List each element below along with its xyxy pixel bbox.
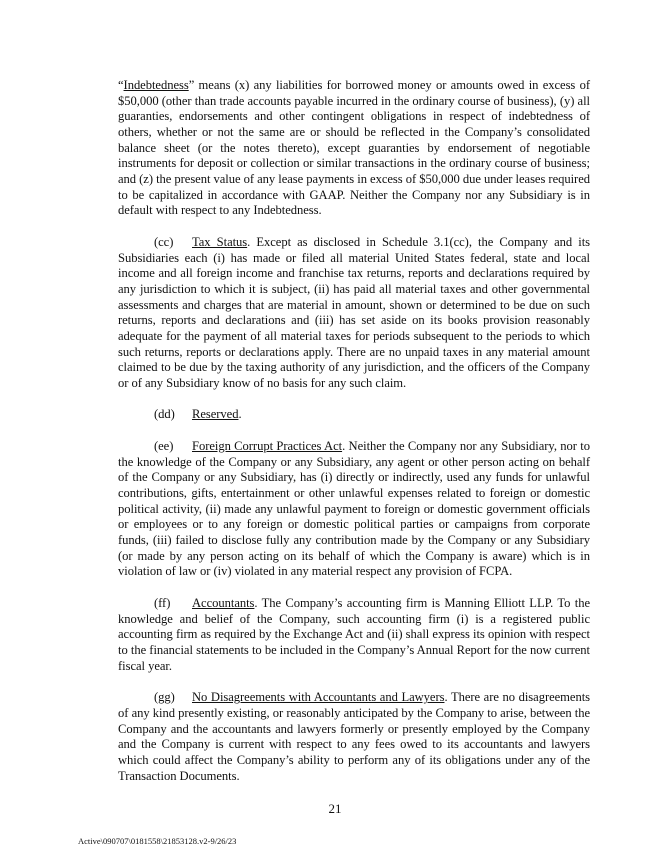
paragraph-text: ” means (x) any liabilities for borrowed money or amounts owed in excess of $50,000 (other than trade accounts payable incurred in the ordinary course of business), (y) all guaranties, endorsements and other contingent obligations in respect of indebtedness of others, whether or not the same are or should be reflected in the Company’s consolidated balance sheet (or the notes thereto), except guaranties by endorsement of negotiable instruments for deposit or collection or similar transactions in the ordinary course of business; and (z) the present value of any lease payments in excess of $50,000 due under leases required to be capitalized in accordance with GAAP. Neither the Company nor any Subsidiary is in default with respect to any Indebtedness. — [118, 78, 590, 218]
open-quote: “ — [118, 78, 124, 92]
section-dd — [118, 407, 590, 423]
section-number: (dd) — [154, 407, 175, 422]
section-number: (cc) — [154, 234, 174, 249]
section-number: (ee) — [154, 439, 174, 454]
section-number: (ff) — [154, 596, 171, 611]
section-heading-fcpa: Foreign Corrupt Practices Act — [192, 439, 343, 454]
section-ee — [118, 439, 590, 580]
section-text: . Except as disclosed in Schedule 3.1(cc), the Company and its Subsidiaries each (i) has made or filed all material United States federal, state and local income and all foreign income and franchise tax returns, reports and declarations required by any jurisdiction to which it is subject, (ii) has paid all material taxes and other governmental assessments and charges that are material in amount, shown or determined to be due on such returns, reports and declarations and (iii) has set aside on its books provision reasonably adequate for the payment of all material taxes for periods subsequent to the periods to which such returns, reports or declarations apply. There are no unpaid taxes in any material amount claimed to be due by the taxing authority of any jurisdiction, and the officers of the Company or of any Subsidiary know of no basis for any such claim. — [118, 234, 591, 390]
section-text: . The Company’s accounting firm is Manning Elliott LLP. To the knowledge and belief of the Company, such accounting firm (i) is a registered public accounting firm as required by the Exchange Act and (ii) shall express its opinion with respect to the financial statements to be included in the Company’s Annual Report for the now current fiscal year. — [118, 596, 590, 673]
section-heading-tax-status: Tax Status — [192, 234, 248, 249]
section-ff — [118, 596, 590, 674]
section-text: . There are no disagreements of any kind presently existing, or reasonably anticipated by the Company to arise, between the Company and the accountants and lawyers formerly or presently employed by the Company and the Company is current with respect to any fees owed to its accountants and lawyers which could affect the Company’s ability to perform any of its obligations under any of the Transaction Documents. — [118, 690, 590, 783]
section-gg — [118, 690, 590, 784]
page-number: 21 — [328, 801, 342, 816]
section-number: (gg) — [154, 690, 175, 705]
document-id: Active\090707\0181558\21853128.v2-9/26/23 — [78, 836, 237, 846]
document-body — [118, 78, 590, 800]
section-cc — [118, 235, 590, 392]
section-heading-no-disagreements: No Disagreements with Accountants and Lawyers — [192, 690, 445, 705]
section-text: . — [238, 407, 242, 422]
defined-term-indebtedness: Indebtedness — [123, 78, 189, 92]
section-heading-accountants: Accountants — [192, 596, 255, 611]
paragraph-indebtedness — [118, 78, 590, 219]
section-heading-reserved: Reserved — [192, 407, 239, 422]
section-text: . Neither the Company nor any Subsidiary, nor to the knowledge of the Company or any Subsidiary, any agent or other person acting on behalf of the Company or any Subsidiary, has (i) directly or indirectly, used any funds for unlawful contributions, gifts, entertainment or other unlawful expenses related to foreign or domestic political activity, (ii) made any unlawful payment to foreign or domestic government officials or employees or to any foreign or domestic political parties or campaigns from corporate funds, (iii) failed to disclose fully any contribution made by the Company or any Subsidiary (or made by any person acting on its behalf of which the Company is aware) which is in violation of law or (iv) violated in any material respect any provision of FCPA. — [118, 439, 590, 579]
